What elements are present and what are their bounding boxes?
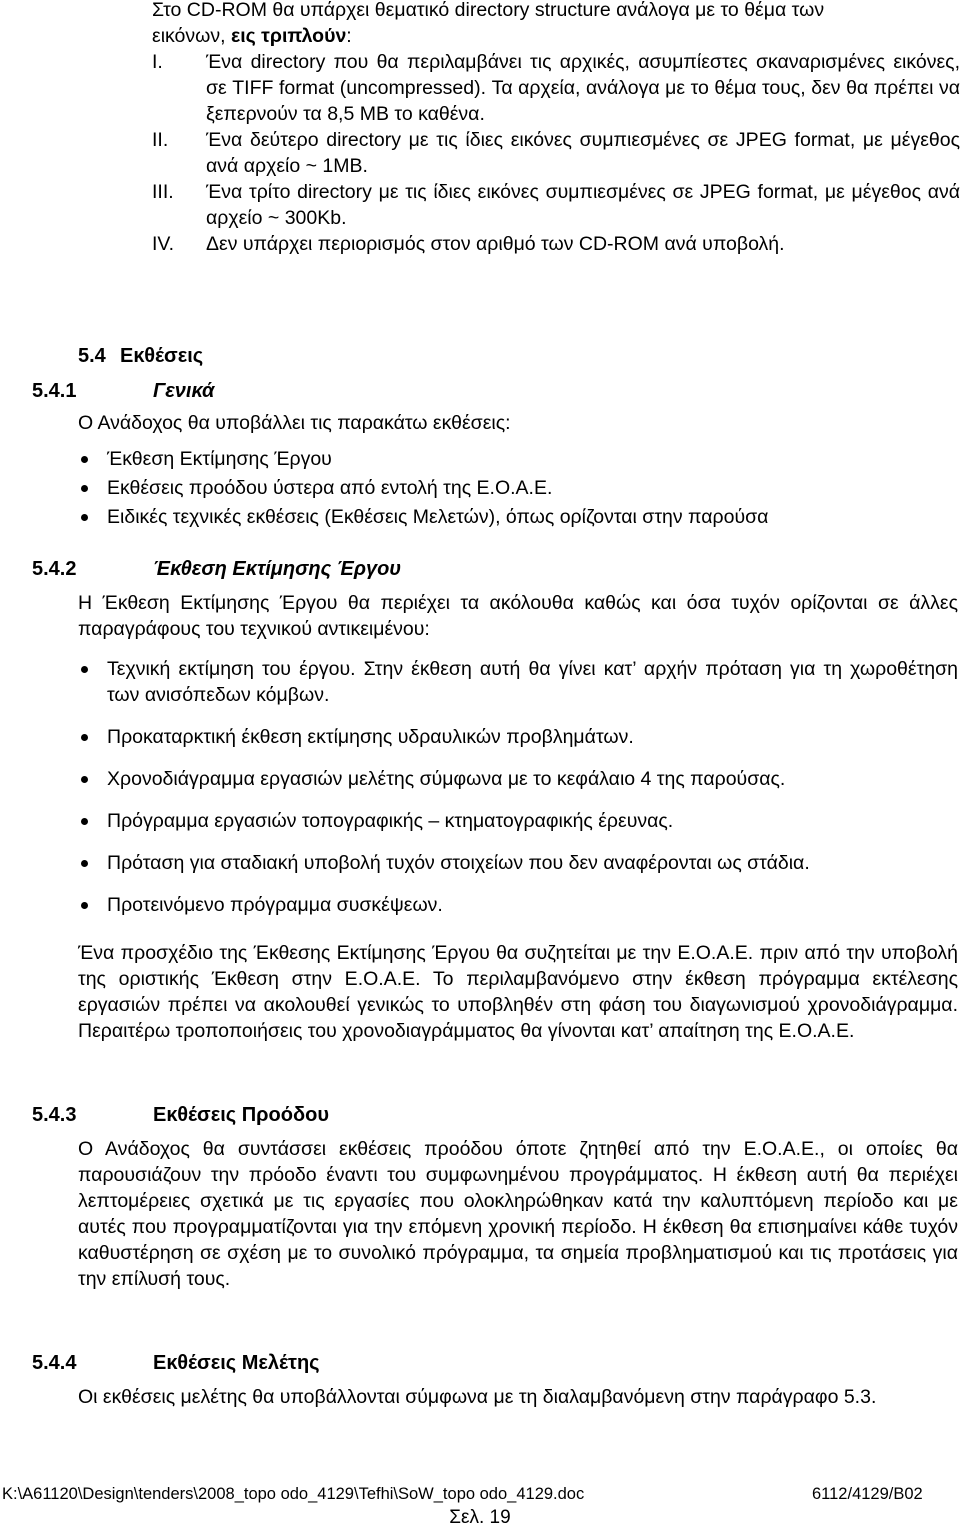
section-number: 5.4.1 bbox=[32, 380, 77, 402]
section-title: Εκθέσεις Μελέτης bbox=[153, 1352, 320, 1374]
bullet-icon bbox=[78, 475, 107, 501]
section-number: 5.4.4 bbox=[32, 1352, 77, 1374]
intro-line-2-suffix: : bbox=[346, 25, 352, 47]
bullet-icon bbox=[78, 892, 107, 918]
list-item-text: Τεχνική εκτίμηση του έργου. Στην έκθεση αυτή θα γίνει κατ’ αρχήν πρόταση για τη χωροθέτηση των ανισόπεδων κόμβων. bbox=[107, 658, 958, 706]
section-title: Εκθέσεις Προόδου bbox=[153, 1104, 329, 1126]
roman-list-item bbox=[152, 179, 960, 231]
list-item bbox=[78, 766, 958, 792]
list-item bbox=[78, 850, 958, 876]
intro-paragraph bbox=[152, 0, 960, 49]
roman-list-number: II. bbox=[152, 129, 169, 151]
roman-list-number: III. bbox=[152, 181, 174, 203]
section-heading-5-4-3 bbox=[32, 1102, 329, 1128]
section-heading-5-4-2 bbox=[32, 556, 401, 582]
list-item bbox=[78, 446, 958, 472]
section-5-4-3-text: Ο Ανάδοχος θα συντάσσει εκθέσεις προόδου όποτε ζητηθεί από την Ε.Ο.Α.Ε., οι οποίες θα παρουσιάζουν την πρόοδο έναντι του συμφωνημένου προγράμματος. Η έκθεση αυτή θα περιέχει λεπτομέρειες σχετικά με τις εργασίες που ολοκληρώθηκαν κατά την καλυπτόμενη περίοδο και με αυτές που προγραμματίζονται για την επόμενη χρονική περίοδο. Η έκθεση θα επισημαίνει κάθε τυχόν καθυστέρηση σε σχέση με το συνολικό πρόγραμμα, τα σημεία προβληματισμού και τις προτάσεις για την επίλυσή τους. bbox=[78, 1138, 958, 1290]
section-5-4-1-intro: Ο Ανάδοχος θα υποβάλλει τις παρακάτω εκθέσεις: bbox=[78, 412, 511, 434]
list-item-text: Εκθέσεις προόδου ύστερα από εντολή της Ε.Ο.Α.Ε. bbox=[107, 477, 553, 499]
list-item bbox=[78, 892, 958, 918]
section-number: 5.4.2 bbox=[32, 558, 77, 580]
list-item-text: Χρονοδιάγραμμα εργασιών μελέτης σύμφωνα με το κεφάλαιο 4 της παρούσας. bbox=[107, 768, 786, 790]
bullet-icon bbox=[78, 724, 107, 750]
section-heading-5-4-4 bbox=[32, 1350, 320, 1376]
section-5-4-2-intro: Η Έκθεση Εκτίμησης Έργου θα περιέχει τα ακόλουθα καθώς και όσα τυχόν ορίζονται σε άλλες παραγράφους του τεχνικού αντικειμένου: bbox=[78, 592, 958, 640]
roman-list-number: I. bbox=[152, 51, 163, 73]
intro-line-2-bold: εις τριπλούν bbox=[230, 25, 347, 47]
section-title: Εκθέσεις bbox=[120, 345, 204, 367]
list-item bbox=[78, 504, 958, 530]
intro-line-2-prefix: εικόνων, bbox=[152, 25, 231, 47]
bullet-icon bbox=[78, 766, 107, 792]
section-5-4-4-text: Οι εκθέσεις μελέτης θα υποβάλλονται σύμφωνα με τη διαλαμβανόμενη στην παράγραφο 5.3. bbox=[78, 1386, 877, 1408]
roman-list-text: Ένα directory που θα περιλαμβάνει τις αρχικές, ασυμπίεστες σκαναρισμένες εικόνες, σε TIFF format (uncompressed). Τα αρχεία, ανάλογα με το θέμα τους, δεν θα πρέπει να ξεπερνούν τα 8,5 MB το καθένα. bbox=[206, 51, 960, 125]
list-item-text: Πρόταση για σταδιακή υποβολή τυχόν στοιχείων που δεν αναφέρονται ως στάδια. bbox=[107, 852, 810, 874]
roman-numeral-list bbox=[152, 49, 960, 257]
list-item bbox=[78, 656, 958, 708]
roman-list-text: Δεν υπάρχει περιορισμός στον αριθμό των CD-ROM ανά υποβολή. bbox=[206, 233, 785, 255]
roman-list-text: Ένα δεύτερο directory με τις ίδιες εικόνες συμπιεσμένες σε JPEG format, με μέγεθος ανά αρχείο ~ 1MB. bbox=[206, 129, 960, 177]
list-item-text: Έκθεση Εκτίμησης Έργου bbox=[107, 448, 332, 470]
footer-document-ref: 6112/4129/B02 bbox=[812, 1485, 923, 1503]
list-item-text: Προτεινόμενο πρόγραμμα συσκέψεων. bbox=[107, 894, 443, 916]
bullet-icon bbox=[78, 850, 107, 876]
section-number: 5.4 bbox=[78, 345, 106, 367]
section-5-4-2-bullets bbox=[78, 656, 958, 918]
list-item-text: Προκαταρκτική έκθεση εκτίμησης υδραυλικών προβλημάτων. bbox=[107, 726, 634, 748]
list-item-text: Ειδικές τεχνικές εκθέσεις (Εκθέσεις Μελετών), όπως ορίζονται στην παρούσα bbox=[107, 506, 769, 528]
section-5-4-1-bullets bbox=[78, 446, 958, 530]
bullet-icon bbox=[78, 446, 107, 472]
footer-file-path: K:\A61120\Design\tenders\2008_topo odo_4129\Tefhi\SoW_topo odo_4129.doc bbox=[2, 1485, 585, 1503]
section-heading-5-4-1 bbox=[32, 378, 214, 404]
roman-list-item bbox=[152, 231, 960, 257]
section-number: 5.4.3 bbox=[32, 1104, 77, 1126]
section-heading-5-4 bbox=[78, 343, 203, 369]
bullet-icon bbox=[78, 504, 107, 530]
section-5-4-2-closing: Ένα προσχέδιο της Έκθεσης Εκτίμησης Έργου θα συζητείται με την Ε.Ο.Α.Ε. πριν από την υποβολή της οριστικής Έκθεση στην Ε.Ο.Α.Ε. Το περιλαμβανόμενο στην έκθεση πρόγραμμα εκτέλεσης εργασιών πρέπει να ακολουθεί γενικώς το υποβληθέν στη φάση του διαγωνισμού χρονοδιάγραμμα. Περαιτέρω τροποποιήσεις του χρονοδιαγράμματος θα γίνονται κατ’ απαίτηση της Ε.Ο.Α.Ε. bbox=[78, 942, 958, 1042]
section-title: Γενικά bbox=[153, 380, 215, 402]
roman-list-item bbox=[152, 49, 960, 127]
roman-list-item bbox=[152, 127, 960, 179]
footer-page-number: Σελ. 19 bbox=[449, 1507, 511, 1528]
bullet-icon bbox=[78, 808, 107, 834]
list-item bbox=[78, 724, 958, 750]
roman-list-number: IV. bbox=[152, 233, 175, 255]
list-item-text: Πρόγραμμα εργασιών τοπογραφικής – κτηματογραφικής έρευνας. bbox=[107, 810, 674, 832]
list-item bbox=[78, 475, 958, 501]
intro-line-1: Στο CD-ROM θα υπάρχει θεματικό directory structure ανάλογα με το θέμα των bbox=[152, 0, 825, 21]
list-item bbox=[78, 808, 958, 834]
bullet-icon bbox=[78, 656, 107, 708]
intro-line-2 bbox=[152, 23, 960, 49]
roman-list-text: Ένα τρίτο directory με τις ίδιες εικόνες συμπιεσμένες σε JPEG format, με μέγεθος ανά αρχείο ~ 300Kb. bbox=[206, 181, 960, 229]
section-title: Έκθεση Εκτίμησης Έργου bbox=[153, 558, 402, 580]
